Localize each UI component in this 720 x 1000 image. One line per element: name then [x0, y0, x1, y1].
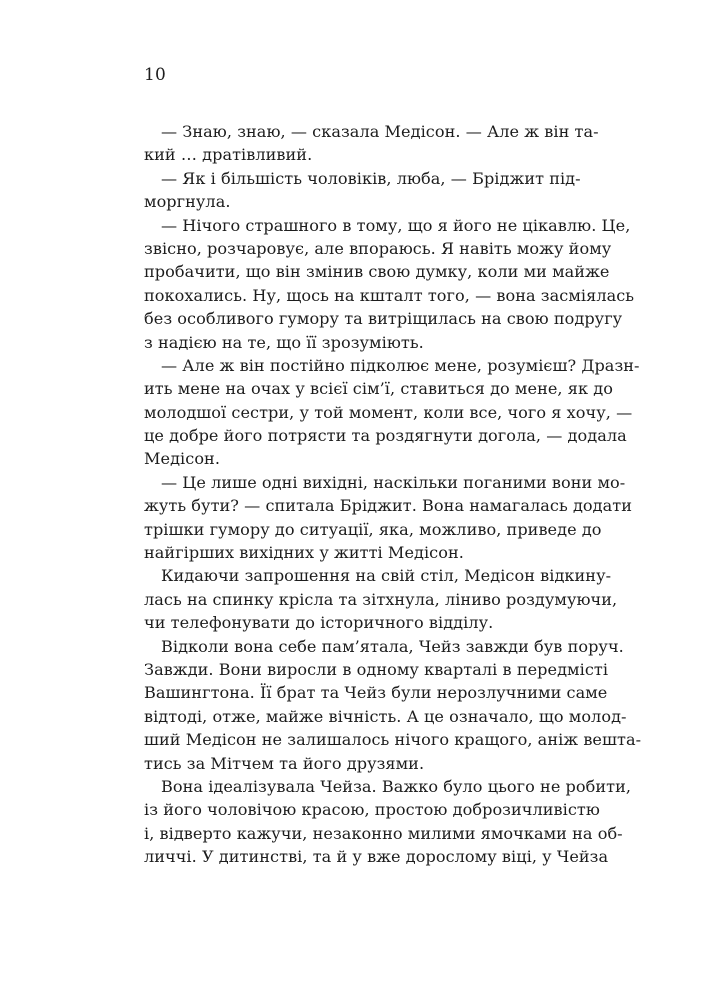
text-line: трішки гумору до ситуації, яка, можливо, приведе до — [144, 519, 602, 539]
text-line: лась на спинку крісла та зітхнула, ліниво роздумуючи, — [144, 589, 618, 609]
text-line: Відколи вона себе пам’ятала, Чейз завжди був поруч. — [161, 636, 624, 656]
text-line: жуть бути? — спитала Бріджит. Вона намагалась додати — [144, 496, 633, 516]
text-line: найгірших вихідних у житті Медісон. — [144, 543, 464, 563]
text-line: кий … дратівливий. — [144, 145, 313, 165]
text-line: — Як і більшість чоловіків, люба, — Бріджит під- — [161, 168, 581, 188]
text-line: Вашингтона. Її брат та Чейз були нерозлучними саме — [144, 683, 608, 703]
text-line: молодшої сестри, у той момент, коли все, чого я хочу, — — [144, 402, 633, 422]
text-line: — Але ж він постійно підколює мене, розумієш? Дразн- — [161, 355, 640, 375]
text-line: Завжди. Вони виросли в одному кварталі в передмісті — [144, 659, 609, 679]
text-line: пробачити, що він змінив свою думку, коли ми майже — [144, 262, 610, 282]
text-line: Медісон. — [144, 449, 221, 469]
text-line: чи телефонувати до історичного відділу. — [144, 613, 494, 633]
text-line: Кидаючи запрошення на свій стіл, Медісон відкину- — [161, 566, 612, 586]
text-line: личчі. У дитинстві, та й у вже дорослому віці, у Чейза — [144, 847, 609, 867]
text-line: це добре його потрясти та роздягнути догола, — додала — [144, 426, 627, 446]
text-line: звісно, розчаровує, але впораюсь. Я навіть можу йому — [144, 238, 612, 258]
text-line: ший Медісон не залишалось нічого кращого, аніж вешта- — [144, 730, 642, 750]
text-line: Вона ідеалізувала Чейза. Важко було цього не робити, — [161, 776, 632, 796]
text-line: із його чоловічою красою, простою доброзичливістю — [144, 800, 600, 820]
text-line: — Нічого страшного в тому, що я його не цікавлю. Це, — [161, 215, 631, 235]
text-line: ить мене на очах у всієї сім’ї, ставиться до мене, як до — [144, 379, 613, 399]
text-line: — Знаю, знаю, — сказала Медісон. — Але ж він та- — [161, 122, 599, 141]
text-line: — Це лише одні вихідні, наскільки поганими вони мо- — [161, 472, 626, 492]
text-line: і, відверто кажучи, незаконно милими ямочками на об- — [144, 823, 623, 843]
page-number: 10 — [144, 65, 167, 85]
text-line: без особливого гумору та витріщилась на свою подругу — [144, 309, 623, 329]
body-text — [144, 120, 642, 869]
text-line: з надією на те, що її зрозуміють. — [144, 332, 424, 352]
text-line: відтоді, отже, майже вічність. А це означало, що молод- — [144, 706, 627, 726]
text-line: тись за Мітчем та його друзями. — [144, 753, 425, 773]
text-line: моргнула. — [144, 192, 231, 212]
text-line: покохались. Ну, щось на кшталт того, — вона засміялась — [144, 285, 635, 305]
